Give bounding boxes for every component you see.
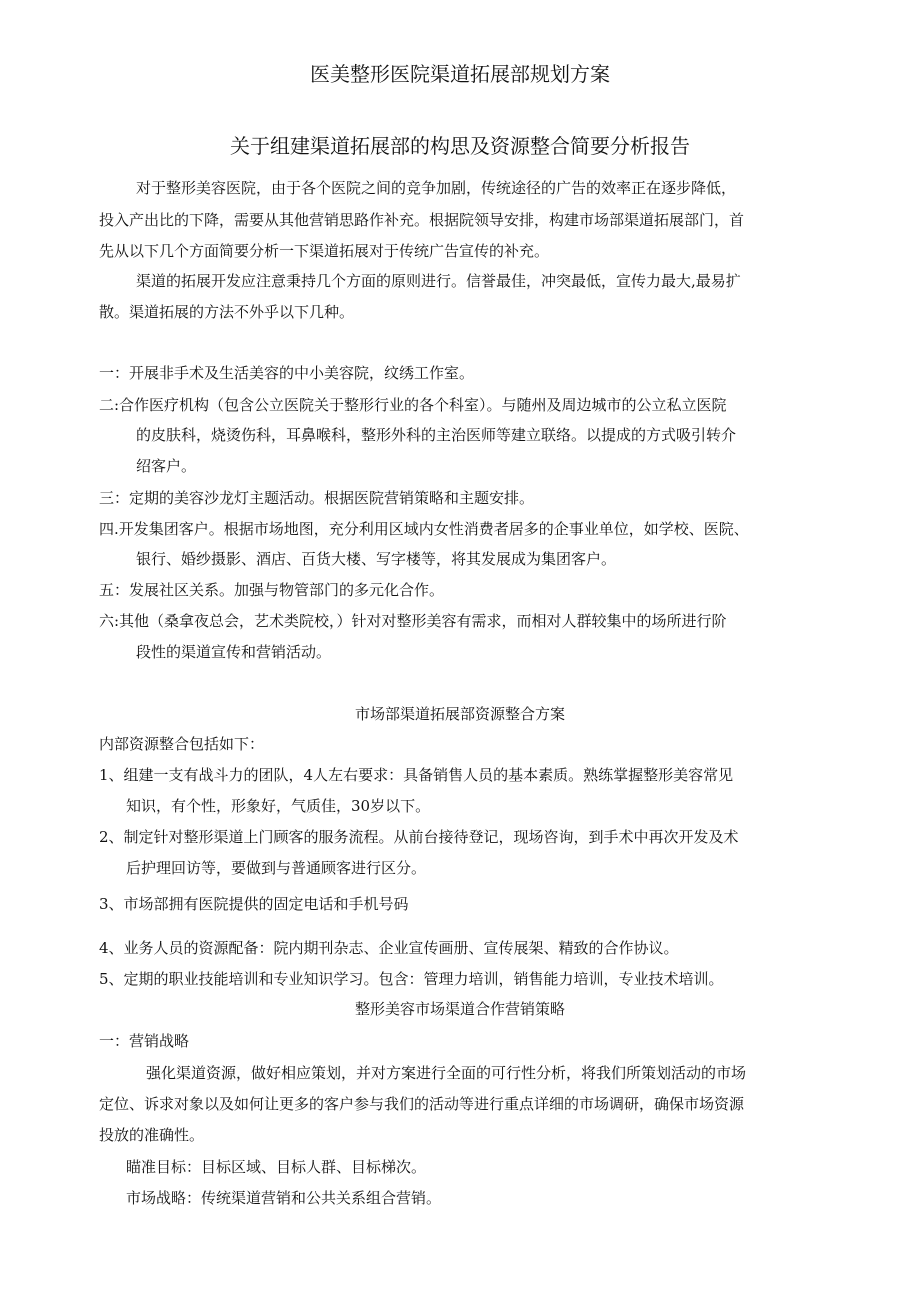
list-item: 2、制定针对整形渠道上门顾客的服务流程。从前台接待登记，现场咨询，到手术中再次开发及术 (99, 828, 739, 846)
paragraph-line: 对于整形美容医院，由于各个医院之间的竞争加剧，传统途径的广告的效率正在逐步降低， (136, 179, 737, 197)
list-item: 4、业务人员的资源配备：院内期刊杂志、企业宣传画册、宣传展架、精致的合作协议。 (99, 939, 679, 957)
list-item-continuation: 后护理回访等，要做到与普通顾客进行区分。 (126, 859, 427, 877)
section-title: 整形美容市场渠道合作营销策略 (354, 1000, 565, 1018)
list-item-continuation: 知识，有个性，形象好，气质佳，30岁以下。 (126, 797, 431, 815)
list-item: 四.开发集团客户。根据市场地图，充分利用区域内女性消费者居多的企事业单位，如学校、医院、 (99, 520, 749, 538)
list-item: 1、组建一支有战斗力的团队，4人左右要求：具备销售人员的基本素质。熟练掌握整形美容常见 (99, 766, 734, 784)
paragraph-line: 投放的准确性。 (99, 1126, 205, 1144)
list-item: 5、定期的职业技能培训和专业知识学习。包含：管理力培训，销售能力培训，专业技术培训。 (99, 970, 724, 988)
list-item-continuation: 段性的渠道宣传和营销活动。 (136, 643, 332, 661)
paragraph-line: 散。渠道拓展的方法不外乎以下几种。 (99, 303, 355, 321)
paragraph-line: 定位、诉求对象以及如何让更多的客户参与我们的活动等进行重点详细的市场调研，确保市场资源 (99, 1095, 745, 1113)
list-item: 一：开展非手术及生活美容的中小美容院，纹绣工作室。 (99, 364, 475, 382)
section-intro: 内部资源整合包括如下： (99, 735, 265, 753)
paragraph-line: 强化渠道资源，做好相应策划，并对方案进行全面的可行性分析，将我们所策划活动的市场 (146, 1064, 747, 1082)
subsection-heading: 一：营销战略 (99, 1032, 190, 1050)
section-title: 市场部渠道拓展部资源整合方案 (354, 705, 565, 723)
list-item: 二:合作医疗机构（包含公立医院关于整形行业的各个科室）。与随州及周边城市的公立私立医院 (99, 396, 727, 414)
paragraph-line: 渠道的拓展开发应注意秉持几个方面的原则进行。信誉最佳，冲突最低，宣传力最大,最易扩 (136, 272, 741, 290)
list-item: 三：定期的美容沙龙灯主题活动。根据医院营销策略和主题安排。 (99, 489, 535, 507)
list-item: 3、市场部拥有医院提供的固定电话和手机号码 (99, 895, 409, 913)
list-item: 五：发展社区关系。加强与物管部门的多元化合作。 (99, 581, 445, 599)
list-item-continuation: 绍客户。 (136, 457, 197, 475)
paragraph-line: 瞄准目标：目标区域、目标人群、目标梯次。 (126, 1158, 427, 1176)
document-title: 医美整形医院渠道拓展部规划方案 (310, 62, 610, 86)
list-item-continuation: 的皮肤科，烧烫伤科，耳鼻喉科，整形外科的主治医师等建立联络。以提成的方式吸引转介 (136, 426, 737, 444)
paragraph-line: 投入产出比的下降，需要从其他营销思路作补充。根据院领导安排，构建市场部渠道拓展部门，首 (99, 211, 745, 229)
report-subtitle: 关于组建渠道拓展部的构思及资源整合简要分析报告 (230, 134, 690, 158)
list-item: 六:其他（桑拿夜总会，艺术类院校，）针对对整形美容有需求，而相对人群较集中的场所进行阶 (99, 612, 727, 630)
list-item-continuation: 银行、婚纱摄影、酒店、百货大楼、写字楼等，将其发展成为集团客户。 (136, 550, 617, 568)
paragraph-line: 市场战略：传统渠道营销和公共关系组合营销。 (126, 1189, 442, 1207)
paragraph-line: 先从以下几个方面简要分析一下渠道拓展对于传统广告宣传的补充。 (99, 242, 550, 260)
